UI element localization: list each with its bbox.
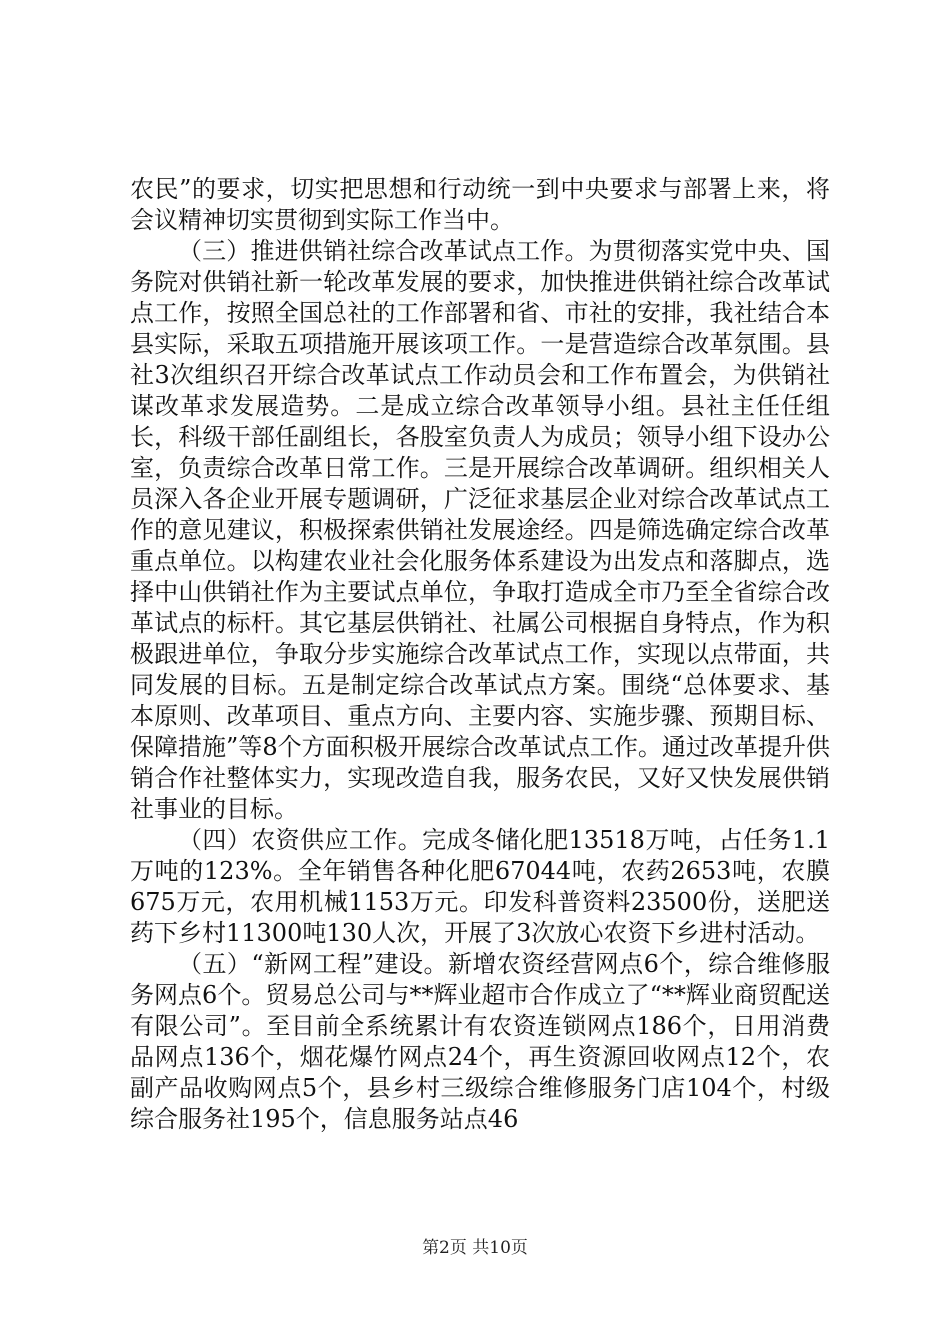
- paragraph-section-5: （五）“新网工程”建设。新增农资经营网点6个，综合维修服务网点6个。贸易总公司与**辉业超市合作成立了“**辉业商贸配送有限公司”。至目前全系统累计有农资连锁网点186个，日用消费品网点136个，烟花爆竹网点24个，再生资源回收网点12个，农副产品收购网点5个，县乡村三级综合维修服务门店104个，村级综合服务社195个，信息服务站点46: [130, 950, 830, 1133]
- page-number-label: 第2页 共10页: [422, 1238, 528, 1258]
- document-body: [130, 174, 830, 1135]
- page-footer: [0, 1237, 950, 1259]
- paragraph-section-4: （四）农资供应工作。完成冬储化肥13518万吨，占任务1.1万吨的123%。全年销售各种化肥67044吨，农药2653吨，农膜675万元，农用机械1153万元。印发科普资料23500份，送肥送药下乡村11300吨130人次，开展了3次放心农资下乡进村活动。: [130, 826, 830, 947]
- paragraph-section-3: （三）推进供销社综合改革试点工作。为贯彻落实党中央、国务院对供销社新一轮改革发展的要求，加快推进供销社综合改革试点工作，按照全国总社的工作部署和省、市社的安排，我社结合本县实际，采取五项措施开展该项工作。一是营造综合改革氛围。县社3次组织召开综合改革试点工作动员会和工作布置会，为供销社谋改革求发展造势。二是成立综合改革领导小组。县社主任任组长，科级干部任副组长，各股室负责人为成员；领导小组下设办公室，负责综合改革日常工作。三是开展综合改革调研。组织相关人员深入各企业开展专题调研，广泛征求基层企业对综合改革试点工作的意见建议，积极探索供销社发展途经。四是筛选确定综合改革重点单位。以构建农业社会化服务体系建设为出发点和落脚点，选择中山供销社作为主要试点单位，争取打造成全市乃至全省综合改革试点的标杆。其它基层供销社、社属公司根据自身特点，作为积极跟进单位，争取分步实施综合改革试点工作，实现以点带面，共同发展的目标。五是制定综合改革试点方案。围绕“总体要求、基本原则、改革项目、重点方向、主要内容、实施步骤、预期目标、保障措施”等8个方面积极开展综合改革试点工作。通过改革提升供销合作社整体实力，实现改造自我，服务农民，又好又快发展供销社事业的目标。: [130, 237, 830, 823]
- paragraph-continuation: 农民”的要求，切实把思想和行动统一到中央要求与部署上来，将会议精神切实贯彻到实际工作当中。: [130, 175, 830, 234]
